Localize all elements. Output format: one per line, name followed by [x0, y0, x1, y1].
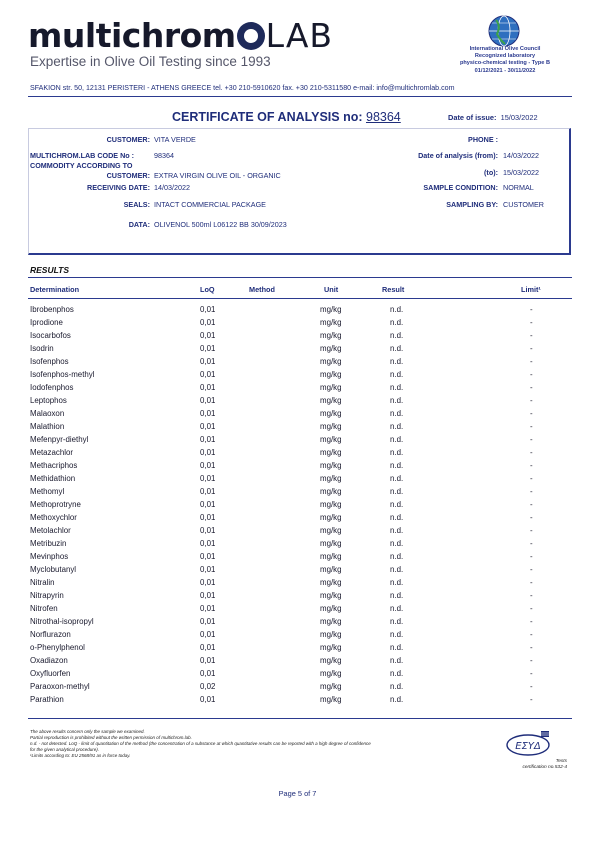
logo-suffix-text: LAB	[265, 16, 334, 55]
determination-cell: Isocarbofos	[30, 331, 71, 340]
limit-cell: -	[530, 669, 533, 678]
limit-cell: -	[530, 643, 533, 652]
seals-value: INTACT COMMERCIAL PACKAGE	[154, 200, 266, 209]
table-row	[28, 422, 572, 435]
result-cell: n.d.	[390, 565, 404, 574]
unit-cell: mg/kg	[320, 448, 342, 457]
determination-cell: Iodofenphos	[30, 383, 74, 392]
loq-cell: 0,01	[200, 669, 216, 678]
seals-label: SEALS:	[123, 200, 150, 209]
sampling-label: SAMPLING BY:	[446, 200, 498, 209]
unit-cell: mg/kg	[320, 617, 342, 626]
table-row	[28, 565, 572, 578]
sample-condition-label: SAMPLE CONDITION:	[423, 183, 498, 192]
determination-cell: Methidathion	[30, 474, 76, 483]
determination-cell: Metolachlor	[30, 526, 71, 535]
determination-cell: Malathion	[30, 422, 65, 431]
code-label: MULTICHROM.LAB CODE No :	[30, 151, 135, 160]
determination-cell: Mefenpyr-diethyl	[30, 435, 89, 444]
page-number: Page 5 of 7	[278, 789, 317, 798]
result-cell: n.d.	[390, 487, 404, 496]
issue-date-label: Date of issue:	[448, 113, 497, 122]
loq-cell: 0,01	[200, 500, 216, 509]
limit-cell: -	[530, 409, 533, 418]
result-cell: n.d.	[390, 448, 404, 457]
table-row	[28, 474, 572, 487]
unit-cell: mg/kg	[320, 474, 342, 483]
result-cell: n.d.	[390, 539, 404, 548]
note-line: ¹Limits according to: EU 2568/91 as in force today.	[30, 753, 131, 758]
loq-cell: 0,01	[200, 539, 216, 548]
limit-cell: -	[530, 539, 533, 548]
determination-cell: Norflurazon	[30, 630, 71, 639]
limit-cell: -	[530, 448, 533, 457]
note-line: n.d. - not detected. LoQ - limit of quantitation of the method (the concentration of a substance at which quantitative results can be reported with a high degree of confidence	[30, 741, 371, 746]
limit-cell: -	[530, 344, 533, 353]
analysis-to-label: (to):	[484, 168, 498, 177]
unit-cell: mg/kg	[320, 578, 342, 587]
loq-cell: 0,01	[200, 422, 216, 431]
table-row	[28, 513, 572, 526]
result-cell: n.d.	[390, 643, 404, 652]
unit-cell: mg/kg	[320, 357, 342, 366]
limit-cell: -	[530, 617, 533, 626]
determination-cell: Myclobutanyl	[30, 565, 77, 574]
limit-cell: -	[530, 331, 533, 340]
unit-cell: mg/kg	[320, 513, 342, 522]
header-divider	[28, 96, 572, 97]
loq-cell: 0,01	[200, 513, 216, 522]
company-tagline: Expertise in Olive Oil Testing since 1993	[30, 54, 271, 69]
unit-cell: mg/kg	[320, 565, 342, 574]
table-row	[28, 695, 572, 708]
certification-number: certification no.532-4	[522, 765, 567, 770]
ioc-line: 01/12/2021 - 30/11/2022	[474, 67, 536, 74]
determination-cell: Methoprotryne	[30, 500, 81, 509]
footer-divider	[28, 718, 572, 719]
limit-cell: -	[530, 695, 533, 704]
limit-cell: -	[530, 552, 533, 561]
result-cell: n.d.	[390, 422, 404, 431]
determination-cell: Ibrobenphos	[30, 305, 74, 314]
result-cell: n.d.	[390, 305, 404, 314]
table-row	[28, 669, 572, 682]
determination-cell: Isodrin	[30, 344, 54, 353]
limit-cell: -	[530, 682, 533, 691]
company-logo	[28, 18, 333, 54]
loq-cell: 0,01	[200, 695, 216, 704]
result-cell: n.d.	[390, 500, 404, 509]
data-value: OLIVENOL 500ml L06122 BB 30/09/2023	[154, 220, 287, 229]
contact-line: SFAKION str. 50, 12131 PERISTERI - ATHENS GREECE tel. +30 210-5910620 fax. +30 210-5311580 e-mail: info@multichromlab.com	[30, 84, 455, 92]
table-row	[28, 370, 572, 383]
table-row	[28, 656, 572, 669]
col-header-loq: LoQ	[200, 285, 215, 294]
limit-cell: -	[530, 513, 533, 522]
loq-cell: 0,01	[200, 656, 216, 665]
certificate-title-text: CERTIFICATE OF ANALYSIS no:	[172, 110, 363, 124]
limit-cell: -	[530, 487, 533, 496]
determination-cell: Methomyl	[30, 487, 65, 496]
result-cell: n.d.	[390, 318, 404, 327]
table-row	[28, 682, 572, 695]
table-row	[28, 552, 572, 565]
result-cell: n.d.	[390, 591, 404, 600]
determination-cell: Isofenphos-methyl	[30, 370, 95, 379]
table-row	[28, 630, 572, 643]
determination-cell: Iprodione	[30, 318, 63, 327]
unit-cell: mg/kg	[320, 331, 342, 340]
loq-cell: 0,01	[200, 617, 216, 626]
loq-cell: 0,01	[200, 526, 216, 535]
unit-cell: mg/kg	[320, 318, 342, 327]
determination-cell: Metribuzin	[30, 539, 67, 548]
receiving-date-label: RECEIVING DATE:	[87, 183, 150, 192]
result-cell: n.d.	[390, 461, 404, 470]
limit-cell: -	[530, 318, 533, 327]
ioc-line: International Olive Council	[469, 46, 541, 52]
limit-cell: -	[530, 565, 533, 574]
limit-cell: -	[530, 435, 533, 444]
unit-cell: mg/kg	[320, 630, 342, 639]
loq-cell: 0,01	[200, 604, 216, 613]
table-row	[28, 643, 572, 656]
result-cell: n.d.	[390, 357, 404, 366]
table-row	[28, 331, 572, 344]
table-row	[28, 578, 572, 591]
logo-main-text: multichrom	[28, 16, 236, 55]
result-cell: n.d.	[390, 344, 404, 353]
esyd-accreditation-logo	[505, 731, 551, 757]
col-header-determination: Determination	[30, 285, 80, 294]
determination-cell: Leptophos	[30, 396, 67, 405]
loq-cell: 0,01	[200, 487, 216, 496]
unit-cell: mg/kg	[320, 682, 342, 691]
certificate-title	[172, 110, 401, 124]
determination-cell: Oxyfluorfen	[30, 669, 71, 678]
sample-condition-value: NORMAL	[503, 183, 534, 192]
table-row	[28, 448, 572, 461]
unit-cell: mg/kg	[320, 396, 342, 405]
unit-cell: mg/kg	[320, 461, 342, 470]
determination-cell: Nitrapyrin	[30, 591, 64, 600]
ioc-line: physico-chemical testing - Type B	[459, 60, 551, 67]
loq-cell: 0,01	[200, 305, 216, 314]
loq-cell: 0,01	[200, 435, 216, 444]
table-row	[28, 383, 572, 396]
loq-cell: 0,01	[200, 591, 216, 600]
determination-cell: Mevinphos	[30, 552, 69, 561]
certification-label	[495, 759, 567, 771]
analysis-from-value: 14/03/2022	[503, 151, 539, 160]
table-row	[28, 305, 572, 318]
table-row	[28, 591, 572, 604]
determination-cell: Paraoxon-methyl	[30, 682, 90, 691]
unit-cell: mg/kg	[320, 383, 342, 392]
loq-cell: 0,01	[200, 318, 216, 327]
loq-cell: 0,01	[200, 630, 216, 639]
unit-cell: mg/kg	[320, 435, 342, 444]
determination-cell: Methacriphos	[30, 461, 78, 470]
result-cell: n.d.	[390, 435, 404, 444]
unit-cell: mg/kg	[320, 526, 342, 535]
loq-cell: 0,01	[200, 461, 216, 470]
loq-cell: 0,01	[200, 643, 216, 652]
table-row	[28, 344, 572, 357]
phone-label: PHONE :	[468, 135, 498, 144]
table-row	[28, 539, 572, 552]
table-row	[28, 461, 572, 474]
result-cell: n.d.	[390, 552, 404, 561]
result-cell: n.d.	[390, 656, 404, 665]
result-cell: n.d.	[390, 630, 404, 639]
customer-value: VITA VERDE	[154, 135, 196, 144]
results-title: RESULTS	[30, 265, 70, 275]
logo-dot-icon	[237, 22, 265, 50]
unit-cell: mg/kg	[320, 500, 342, 509]
limit-cell: -	[530, 370, 533, 379]
result-cell: n.d.	[390, 604, 404, 613]
result-cell: n.d.	[390, 383, 404, 392]
loq-cell: 0,01	[200, 409, 216, 418]
analysis-from-label: Date of analysis (from):	[418, 151, 498, 160]
loq-cell: 0,01	[200, 344, 216, 353]
loq-cell: 0,01	[200, 448, 216, 457]
loq-cell: 0,01	[200, 565, 216, 574]
result-cell: n.d.	[390, 409, 404, 418]
tests-label: Tests	[555, 759, 567, 764]
footer-notes	[30, 729, 480, 759]
limit-cell: -	[530, 591, 533, 600]
determination-cell: Isofenphos	[30, 357, 69, 366]
loq-cell: 0,01	[200, 357, 216, 366]
table-row	[28, 357, 572, 370]
certificate-number: 98364	[366, 110, 401, 124]
limit-cell: -	[530, 630, 533, 639]
unit-cell: mg/kg	[320, 669, 342, 678]
result-cell: n.d.	[390, 370, 404, 379]
result-cell: n.d.	[390, 474, 404, 483]
customer-label: CUSTOMER:	[106, 135, 150, 144]
unit-cell: mg/kg	[320, 344, 342, 353]
note-line: for the given analytical procedure).	[30, 747, 100, 752]
issue-date-value: 15/03/2022	[500, 113, 538, 122]
limit-cell: -	[530, 357, 533, 366]
table-row	[28, 526, 572, 539]
note-line: Partial reproduction is prohibited without the written permission of multichrom.lab.	[30, 735, 192, 740]
unit-cell: mg/kg	[320, 370, 342, 379]
limit-cell: -	[530, 396, 533, 405]
limit-cell: -	[530, 656, 533, 665]
determination-cell: Nitrofen	[30, 604, 58, 613]
note-line: The above results concern only the sample we examined.	[30, 729, 145, 734]
data-label: DATA:	[128, 220, 150, 229]
svg-text:ΕΣΥΔ: ΕΣΥΔ	[515, 741, 541, 752]
analysis-to-value: 15/03/2022	[503, 168, 539, 177]
table-row	[28, 396, 572, 409]
commodity-label: COMMODITY ACCORDING TO	[30, 161, 133, 170]
result-cell: n.d.	[390, 331, 404, 340]
result-cell: n.d.	[390, 669, 404, 678]
loq-cell: 0,01	[200, 474, 216, 483]
determination-cell: Nitrothal-isopropyl	[30, 617, 94, 626]
code-value: 98364	[154, 151, 174, 160]
table-row	[28, 617, 572, 630]
sampling-value: CUSTOMER	[503, 200, 544, 209]
determination-cell: o-Phenylphenol	[30, 643, 85, 652]
limit-cell: -	[530, 305, 533, 314]
table-row	[28, 318, 572, 331]
unit-cell: mg/kg	[320, 487, 342, 496]
limit-cell: -	[530, 526, 533, 535]
table-row	[28, 409, 572, 422]
limit-cell: -	[530, 383, 533, 392]
loq-cell: 0,01	[200, 331, 216, 340]
result-cell: n.d.	[390, 695, 404, 704]
loq-cell: 0,01	[200, 552, 216, 561]
limit-cell: -	[530, 422, 533, 431]
loq-cell: 0,01	[200, 396, 216, 405]
unit-cell: mg/kg	[320, 656, 342, 665]
commodity-customer-label: CUSTOMER:	[106, 171, 150, 180]
result-cell: n.d.	[390, 578, 404, 587]
limit-cell: -	[530, 604, 533, 613]
unit-cell: mg/kg	[320, 409, 342, 418]
col-header-result: Result	[382, 285, 405, 294]
limit-cell: -	[530, 474, 533, 483]
unit-cell: mg/kg	[320, 695, 342, 704]
table-row	[28, 500, 572, 513]
result-cell: n.d.	[390, 513, 404, 522]
col-header-unit: Unit	[324, 285, 339, 294]
unit-cell: mg/kg	[320, 422, 342, 431]
results-top-rule	[28, 277, 572, 278]
result-cell: n.d.	[390, 617, 404, 626]
unit-cell: mg/kg	[320, 552, 342, 561]
unit-cell: mg/kg	[320, 539, 342, 548]
ioc-globe-icon	[487, 14, 521, 48]
determination-cell: Methoxychlor	[30, 513, 77, 522]
table-row	[28, 604, 572, 617]
unit-cell: mg/kg	[320, 591, 342, 600]
limit-cell: -	[530, 578, 533, 587]
commodity-value: EXTRA VIRGIN OLIVE OIL - ORGANIC	[154, 171, 281, 180]
issue-date	[448, 113, 538, 122]
loq-cell: 0,02	[200, 682, 216, 691]
determination-cell: Oxadiazon	[30, 656, 68, 665]
ioc-recognition	[440, 46, 570, 75]
col-header-method: Method	[249, 285, 275, 294]
limit-cell: -	[530, 461, 533, 470]
limit-cell: -	[530, 500, 533, 509]
determination-cell: Parathion	[30, 695, 64, 704]
table-row	[28, 435, 572, 448]
result-cell: n.d.	[390, 526, 404, 535]
loq-cell: 0,01	[200, 383, 216, 392]
result-cell: n.d.	[390, 396, 404, 405]
col-header-limit: Limit¹	[521, 285, 541, 294]
loq-cell: 0,01	[200, 578, 216, 587]
receiving-date-value: 14/03/2022	[154, 183, 190, 192]
unit-cell: mg/kg	[320, 604, 342, 613]
determination-cell: Malaoxon	[30, 409, 65, 418]
result-cell: n.d.	[390, 682, 404, 691]
unit-cell: mg/kg	[320, 305, 342, 314]
determination-cell: Metazachlor	[30, 448, 73, 457]
determination-cell: Nitralin	[30, 578, 55, 587]
table-row	[28, 487, 572, 500]
ioc-line: Recognized laboratory	[474, 53, 536, 60]
header-bottom-rule	[28, 298, 572, 299]
loq-cell: 0,01	[200, 370, 216, 379]
unit-cell: mg/kg	[320, 643, 342, 652]
